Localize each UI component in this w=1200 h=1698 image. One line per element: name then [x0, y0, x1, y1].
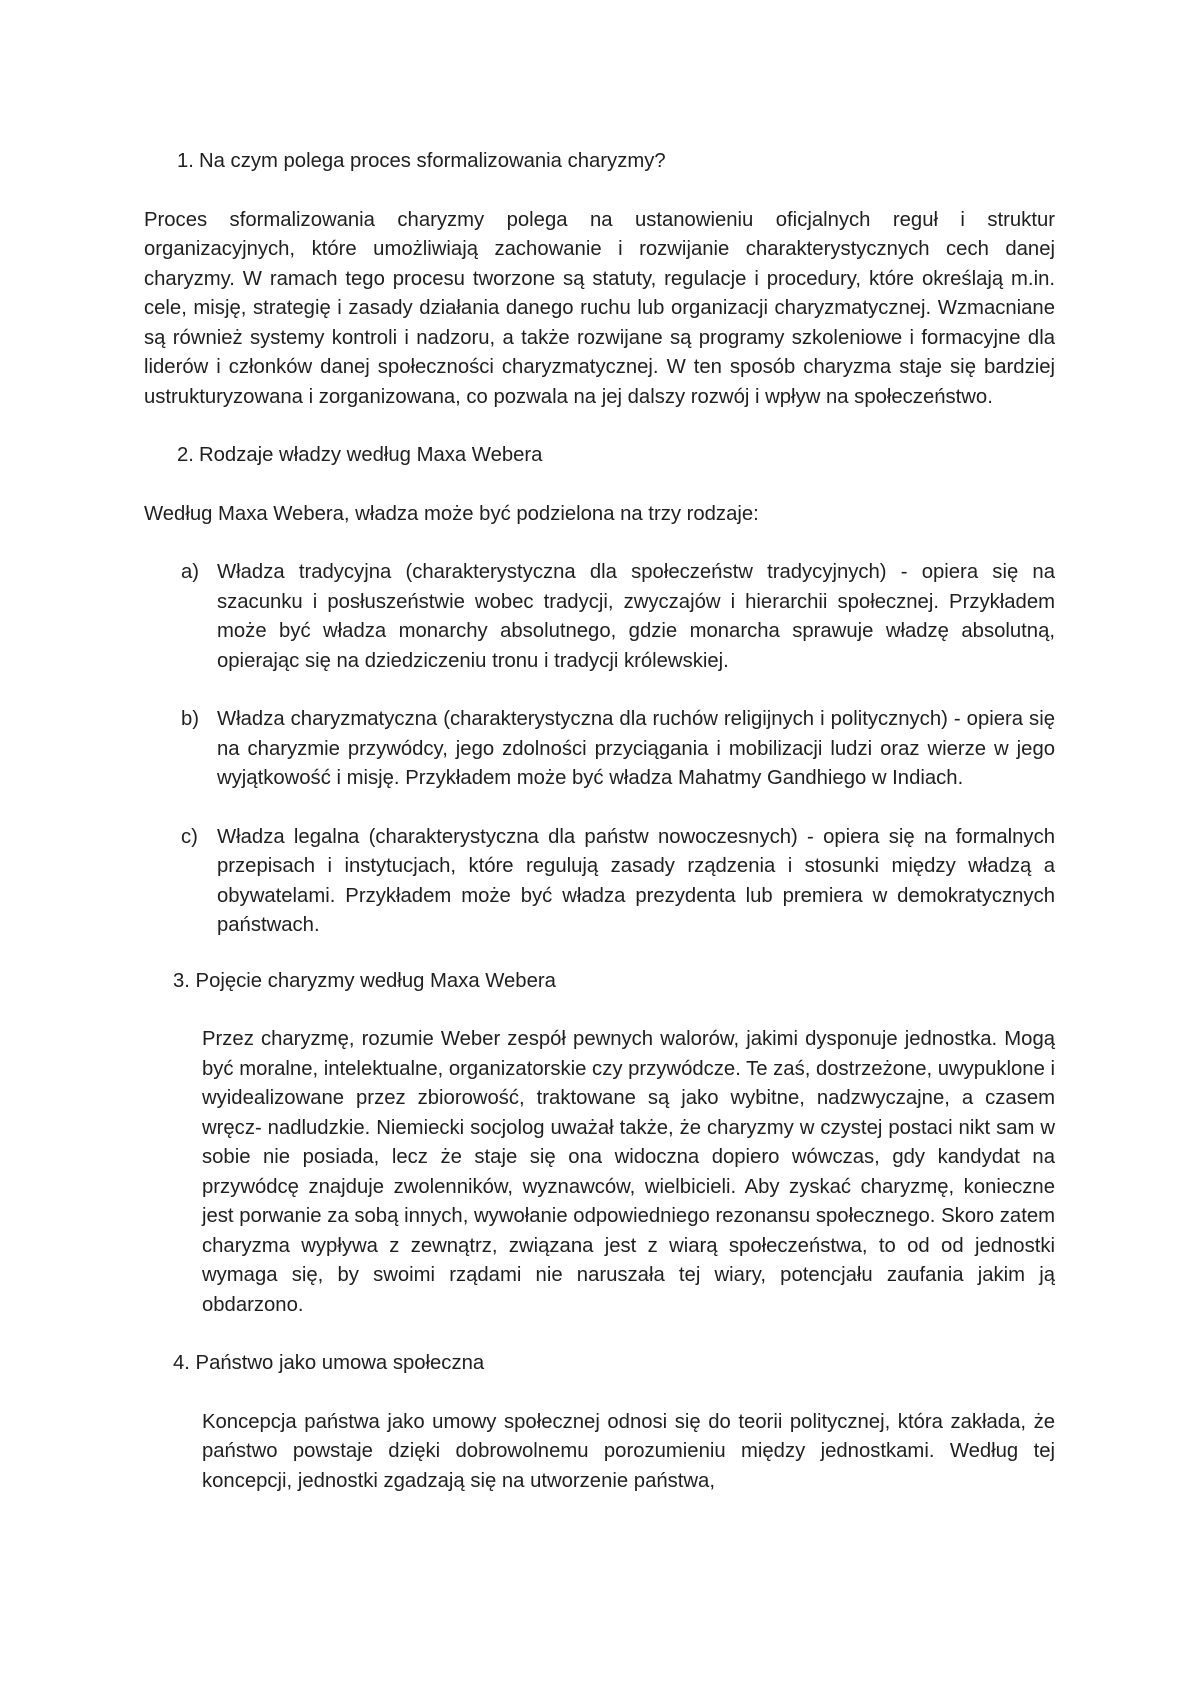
document-content: [144, 147, 1055, 1496]
section-2-heading: [144, 441, 1055, 471]
list-item-b-text: Władza charyzmatyczna (charakterystyczna dla ruchów religijnych i politycznych) - opiera się na charyzmie przywódcy, jego zdolności przyciągania i mobilizacji ludzi oraz wierze w jego wyjątkowość i misję. Przykładem może być władza Mahatmy Gandhiego w Indiach.: [217, 708, 1055, 789]
section-2-number: 2.: [177, 444, 194, 466]
section-4-title: 4. Państwo jako umowa społeczna: [173, 1352, 485, 1374]
section-1-paragraph: Proces sformalizowania charyzmy polega na ustanowieniu oficjalnych reguł i struktur organizacyjnych, które umożliwiają zachowanie i rozwijanie charakterystycznych cech danej charyzmy. W ramach tego procesu tworzone są statuty, regulacje i procedury, które określają m.in. cele, misję, strategię i zasady działania danego ruchu lub organizacji charyzmatycznej. Wzmacniane są również systemy kontroli i nadzoru, a także rozwijane są programy szkoleniowe i formacyjne dla liderów i członków danej społeczności charyzmatycznej. W ten sposób charyzma staje się bardziej ustrukturyzowana i zorganizowana, co pozwala na jej dalszy rozwój i wpływ na społeczeństwo.: [144, 208, 1055, 408]
section-2-intro: Według Maxa Webera, władza może być podzielona na trzy rodzaje:: [144, 502, 759, 525]
section-4-paragraph: Koncepcja państwa jako umowy społecznej odnosi się do teorii politycznej, która zakłada, że państwo powstaje dzięki dobrowolnemu porozumieniu między jednostkami. Według tej koncepcji, jednostki zgadzają się na utworzenie państwa,: [202, 1410, 1055, 1492]
list-item-c: [181, 823, 1055, 941]
list-item-b: [181, 705, 1055, 794]
section-2-title: Rodzaje władzy według Maxa Webera: [199, 444, 543, 466]
list-item-a-letter: a): [181, 561, 200, 583]
section-1-title: Na czym polega proces sformalizowania charyzmy?: [199, 150, 666, 172]
section-1-heading: [144, 147, 1055, 177]
section-1-number: 1.: [177, 150, 194, 172]
section-3-title: 3. Pojęcie charyzmy według Maxa Webera: [173, 969, 556, 992]
section-3-paragraph: Przez charyzmę, rozumie Weber zespół pewnych walorów, jakimi dysponuje jednostka. Mogą być moralne, intelektualne, organizatorskie czy przywódcze. Te zaś, dostrzeżone, uwypuklone i wyidealizowane przez zbiorowość, traktowane są jako wybitne, nadzwyczajne, a czasem wręcz- nadludzkie. Niemiecki socjolog uważał także, że charyzmy w czystej postaci nikt sam w sobie nie posiada, lecz że staje się ona widoczna dopiero wówczas, gdy kandydat na przywódcę znajduje zwolenników, wyznawców, wielbicieli. Aby zyskać charyzmę, konieczne jest porwanie za sobą innych, wywołanie odpowiedniego rezonansu społecznego. Skoro zatem charyzma wypływa z zewnątrz, związana jest z wiarą społeczeństwa, to od od jednostki wymaga się, by swoimi rządami nie naruszała tej wiary, potencjału zaufania jakim ją obdarzono.: [202, 1028, 1055, 1316]
list-item-b-letter: b): [181, 708, 200, 730]
list-item-a-text: Władza tradycyjna (charakterystyczna dla społeczeństw tradycyjnych) - opiera się na szacunku i posłuszeństwie wobec tradycji, zwyczajów i hierarchii społecznej. Przykładem może być władza monarchy absolutnego, gdzie monarcha sprawuje władzę absolutną, opierając się na dziedziczeniu tronu i tradycji królewskiej.: [217, 561, 1055, 672]
list-item-c-text: Władza legalna (charakterystyczna dla państw nowoczesnych) - opiera się na formalnych przepisach i instytucjach, które regulują zasady rządzenia i stosunki między władzą a obywatelami. Przykładem może być władza prezydenta lub premiera w demokratycznych państwach.: [217, 825, 1055, 936]
list-item-c-letter: c): [181, 825, 198, 848]
list-item-a: [181, 558, 1055, 676]
